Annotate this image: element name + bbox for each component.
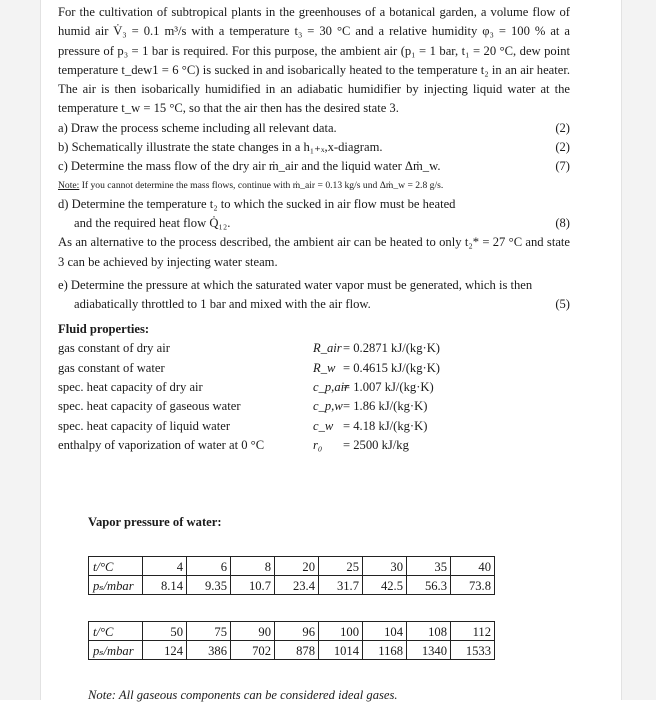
- table-cell: 75: [187, 622, 231, 641]
- table-cell: 10.7: [231, 576, 275, 595]
- fluid-properties-title: Fluid properties:: [58, 322, 150, 337]
- prop-symbol: R_w: [313, 360, 336, 375]
- question-e-points: (5): [555, 297, 570, 312]
- question-a-text: a) Draw the process scheme including all relevant data.: [58, 120, 337, 135]
- question-d-line2: and the required heat flow Q̇₁₂.: [74, 215, 231, 230]
- table-cell: 9.35: [187, 576, 231, 595]
- prop-symbol: c_p,w: [313, 399, 343, 414]
- right-margin: [621, 0, 656, 700]
- table-cell: 8: [231, 557, 275, 576]
- table-cell: 1014: [319, 641, 363, 660]
- table-cell: 6: [187, 557, 231, 576]
- prop-symbol: r₀: [313, 437, 323, 452]
- vapor-table-2: [88, 621, 495, 660]
- question-e-cont: [58, 295, 570, 314]
- table-cell: 30: [363, 557, 407, 576]
- table-cell: 35: [407, 557, 451, 576]
- question-e-line2: adiabatically throttled to 1 bar and mixed with the air flow.: [74, 297, 371, 312]
- row-label-p: pₛ/mbar: [89, 641, 143, 660]
- table-cell: 702: [231, 641, 275, 660]
- note-label: Note:: [58, 179, 80, 191]
- question-b: [58, 138, 570, 157]
- prop-value: = 0.4615 kJ/(kg·K): [343, 360, 440, 375]
- question-b-points: (2): [555, 140, 570, 155]
- left-margin: [0, 0, 41, 700]
- prop-value: = 4.18 kJ/(kg·K): [343, 418, 428, 433]
- table-row: [89, 576, 495, 595]
- question-e: [58, 276, 570, 295]
- prop-symbol: c_p,air: [313, 380, 350, 395]
- question-a-points: (2): [555, 120, 570, 135]
- table-cell: 56.3: [407, 576, 451, 595]
- table-cell: 108: [407, 622, 451, 641]
- table-cell: 1168: [363, 641, 407, 660]
- table-cell: 100: [319, 622, 363, 641]
- fluid-properties-list: [58, 339, 570, 455]
- mass-flow-note: [58, 177, 570, 195]
- prop-name: gas constant of dry air: [58, 341, 170, 356]
- prop-symbol: c_w: [313, 418, 334, 433]
- question-a: [58, 119, 570, 138]
- note-text: If you cannot determine the mass flows, continue with ṁ_air = 0.13 kg/s und Δṁ_w = 2.8 g/s.: [79, 179, 444, 191]
- row-label-t: t/°C: [89, 557, 143, 576]
- table-cell: 878: [275, 641, 319, 660]
- table-cell: 4: [143, 557, 187, 576]
- row-label-t: t/°C: [89, 622, 143, 641]
- table-cell: 73.8: [451, 576, 495, 595]
- question-c-points: (7): [555, 159, 570, 174]
- footer-note: Note: All gaseous components can be considered ideal gases.: [88, 688, 398, 702]
- table-cell: 386: [187, 641, 231, 660]
- prop-name: spec. heat capacity of gaseous water: [58, 399, 241, 414]
- table-cell: 1533: [451, 641, 495, 660]
- question-c: [58, 157, 570, 176]
- table-cell: 31.7: [319, 576, 363, 595]
- problem-intro: For the cultivation of subtropical plants in the greenhouses of a botanical garden, a volume flow of humid air V̇₃ = 0.1 m³/s with a temperature t₃ = 30 °C and a relative humidity φ₃ = 100 % at a pressure of p₃ = 1 bar is required. For this purpose, the ambient air (p₁ = 1 bar, t₁ = 20 °C, dew point temperature t_dew1 = 6 °C) is sucked in and isobarically heated to the temperature t₂ in an air heater. The air is then isobarically humidified in an adiabatic humidifier by injecting liquid water at the temperature t_w = 15 °C, so that the air then has the desired state 3.: [58, 5, 570, 116]
- prop-symbol: R_air: [313, 341, 342, 356]
- table-cell: 40: [451, 557, 495, 576]
- vapor-table-1: [88, 556, 495, 595]
- exam-page: [58, 3, 570, 455]
- table-cell: 90: [231, 622, 275, 641]
- question-b-text: b) Schematically illustrate the state changes in a h₁₊ₓ,x-diagram.: [58, 140, 383, 155]
- prop-name: spec. heat capacity of liquid water: [58, 418, 231, 433]
- question-d: [58, 195, 570, 214]
- question-e-line1: e) Determine the pressure at which the saturated water vapor must be generated, which is then: [58, 277, 533, 292]
- prop-value: = 0.2871 kJ/(kg·K): [343, 341, 440, 356]
- question-d-points: (8): [555, 215, 570, 230]
- prop-value: = 2500 kJ/kg: [343, 437, 409, 452]
- table-cell: 96: [275, 622, 319, 641]
- question-d-cont: [58, 214, 570, 233]
- row-label-p: pₛ/mbar: [89, 576, 143, 595]
- table-cell: 23.4: [275, 576, 319, 595]
- table-cell: 124: [143, 641, 187, 660]
- prop-value: = 1.86 kJ/(kg·K): [343, 399, 428, 414]
- prop-name: spec. heat capacity of dry air: [58, 380, 203, 395]
- table-row: [89, 622, 495, 641]
- question-c-text: c) Determine the mass flow of the dry air ṁ_air and the liquid water Δṁ_w.: [58, 159, 441, 174]
- vapor-pressure-title: Vapor pressure of water:: [88, 515, 222, 529]
- table-cell: 50: [143, 622, 187, 641]
- prop-name: enthalpy of vaporization of water at 0 °C: [58, 437, 265, 452]
- table-row: [89, 641, 495, 660]
- table-cell: 25: [319, 557, 363, 576]
- prop-name: gas constant of water: [58, 360, 165, 375]
- alternative-text: As an alternative to the process described, the ambient air can be heated to only t₂* = 27 °C and state 3 can be achieved by injecting water steam.: [58, 235, 570, 269]
- table-cell: 42.5: [363, 576, 407, 595]
- table-cell: 8.14: [143, 576, 187, 595]
- table-row: [89, 557, 495, 576]
- table-cell: 20: [275, 557, 319, 576]
- table-cell: 112: [451, 622, 495, 641]
- prop-value: = 1.007 kJ/(kg·K): [343, 380, 434, 395]
- table-cell: 1340: [407, 641, 451, 660]
- question-d-line1: d) Determine the temperature t₂ to which the sucked in air flow must be heated: [58, 196, 456, 211]
- table-cell: 104: [363, 622, 407, 641]
